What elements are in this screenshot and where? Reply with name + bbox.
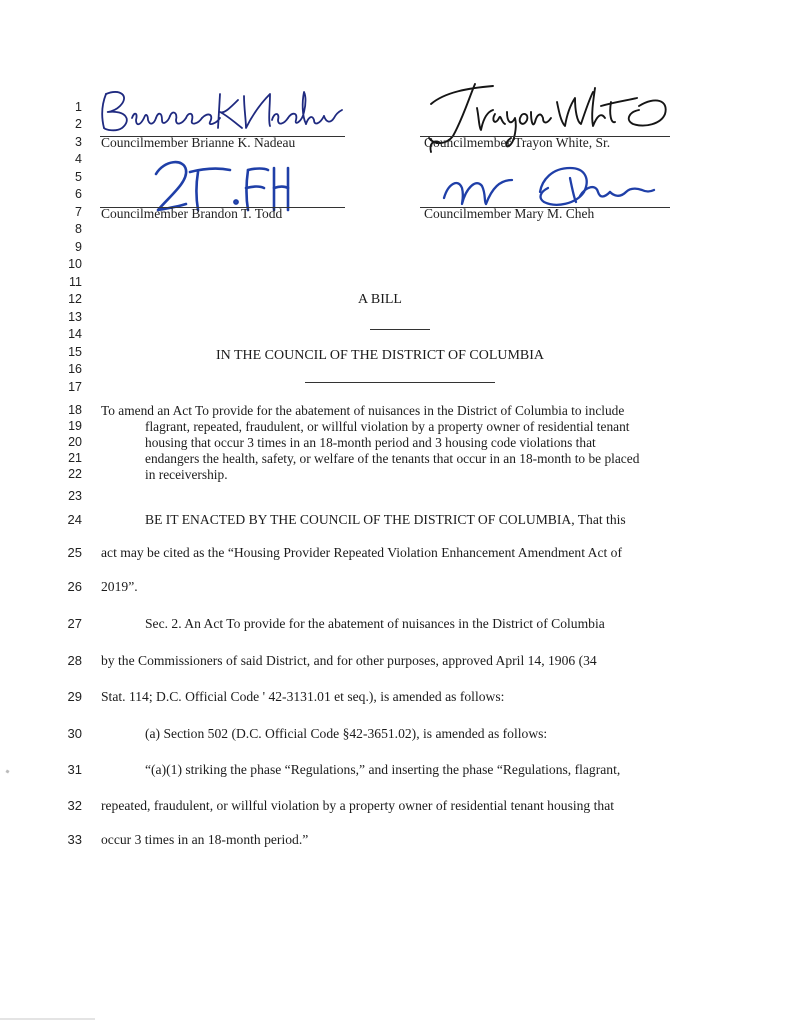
line-number: 20 <box>68 435 82 449</box>
line-number: 27 <box>67 616 82 631</box>
line-number: 7 <box>75 205 82 219</box>
line-number: 3 <box>75 135 82 149</box>
line-number: 31 <box>67 762 82 777</box>
line-number: 29 <box>67 689 82 704</box>
line-number: 21 <box>68 451 82 465</box>
councilmember-name: Councilmember Trayon White, Sr. <box>424 135 611 150</box>
body-line: Stat. 114; D.C. Official Code ' 42-3131.01 et seq.), is amended as follows: <box>101 689 505 704</box>
body-line: “(a)(1) striking the phase “Regulations,” and inserting the phase “Regulations, flagrant, <box>145 762 621 777</box>
line-number: 24 <box>67 512 82 527</box>
preamble-line: flagrant, repeated, fraudulent, or willful violation by a property owner of residential tenant <box>145 419 630 434</box>
body-line: act may be cited as the “Housing Provider Repeated Violation Enhancement Amendment Act of <box>101 545 623 560</box>
body-line: occur 3 times in an 18-month period.” <box>101 832 309 847</box>
councilmember-name: Councilmember Mary M. Cheh <box>424 206 595 221</box>
line-number: 33 <box>67 832 82 847</box>
signature-nadeau <box>92 82 352 138</box>
line-number: 23 <box>68 489 82 503</box>
body-line: 2019”. <box>101 579 138 594</box>
scan-edge-mark <box>0 1018 95 1020</box>
line-number: 32 <box>67 798 82 813</box>
line-number: 6 <box>75 187 82 201</box>
line-number: 1 <box>75 100 82 114</box>
line-number: 10 <box>68 257 82 271</box>
line-number: 15 <box>68 345 82 359</box>
line-number: 14 <box>68 327 82 341</box>
preamble-line: in receivership. <box>145 467 228 482</box>
councilmember-name: Councilmember Brandon T. Todd <box>101 206 283 221</box>
body-line: by the Commissioners of said District, and for other purposes, approved April 14, 1906 (34 <box>101 653 597 668</box>
council-heading: IN THE COUNCIL OF THE DISTRICT OF COLUMBIA <box>215 348 545 363</box>
line-number: 17 <box>68 380 82 394</box>
line-number: 25 <box>67 545 82 560</box>
line-number: 16 <box>68 362 82 376</box>
body-line: repeated, fraudulent, or willful violation by a property owner of residential tenant housing that <box>101 798 615 813</box>
line-number: 4 <box>75 152 82 166</box>
councilmember-name: Councilmember Brianne K. Nadeau <box>101 135 296 150</box>
line-number: 18 <box>68 403 82 417</box>
bill-heading: A BILL <box>358 292 402 307</box>
scan-speck <box>5 769 9 773</box>
line-number: 9 <box>75 240 82 254</box>
line-number: 26 <box>67 579 82 594</box>
heading-rule <box>305 382 495 383</box>
line-number: 13 <box>68 310 82 324</box>
body-line: Sec. 2. An Act To provide for the abatement of nuisances in the District of Columbia <box>145 616 605 631</box>
line-number: 22 <box>68 467 82 481</box>
preamble-line: To amend an Act To provide for the abatement of nuisances in the District of Columbia to include <box>101 403 625 418</box>
preamble-line: housing that occur 3 times in an 18-month period and 3 housing code violations that <box>145 435 596 450</box>
body-line: BE IT ENACTED BY THE COUNCIL OF THE DISTRICT OF COLUMBIA, That this <box>145 512 626 527</box>
line-number: 8 <box>75 222 82 236</box>
preamble-line: endangers the health, safety, or welfare of the tenants that occur in an 18-month to be placed <box>145 451 640 466</box>
line-number: 12 <box>68 292 82 306</box>
heading-rule <box>370 329 430 330</box>
line-number: 28 <box>67 653 82 668</box>
line-number: 2 <box>75 117 82 131</box>
line-number: 5 <box>75 170 82 184</box>
line-number: 19 <box>68 419 82 433</box>
line-number: 11 <box>69 275 82 289</box>
body-line: (a) Section 502 (D.C. Official Code §42-3651.02), is amended as follows: <box>145 726 548 741</box>
line-number: 30 <box>67 726 82 741</box>
